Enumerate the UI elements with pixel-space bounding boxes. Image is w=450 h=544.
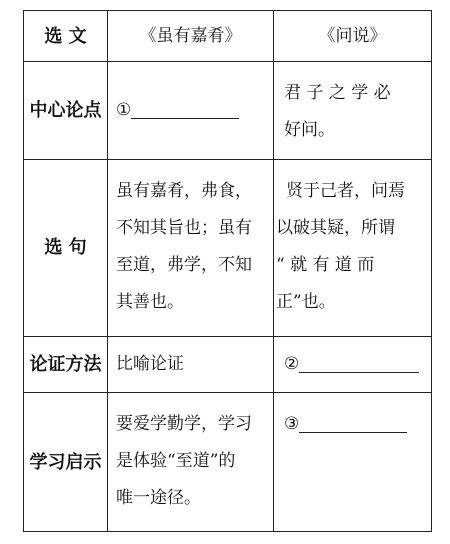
rule [107, 10, 108, 532]
thesis-text2-line2: 好问。 [284, 120, 335, 140]
answer-marker-1: ① [116, 100, 132, 120]
answer-marker-2: ② [284, 354, 300, 374]
quote-text2-line1: 贤于己者，问焉 [286, 181, 405, 201]
thesis-answer-1 [116, 92, 271, 129]
insight-answer-3 [284, 406, 430, 443]
method-text1: 比喻论证 [116, 354, 184, 374]
quote-text1-line1: 虽有嘉肴，弗食， [116, 181, 252, 201]
insight-text1-line3: 唯一途径。 [116, 488, 201, 508]
insight-text1-line2: 是体验“至道”的 [116, 451, 236, 471]
answer-marker-3: ③ [284, 414, 300, 434]
row-label-thesis: 中心论点 [29, 100, 102, 121]
rule [23, 392, 432, 393]
quote-text2-line2: 以破其疑，所谓 [276, 218, 395, 238]
method-answer-2 [284, 346, 430, 383]
quote-text1-line4: 其善也。 [116, 292, 184, 312]
rule [23, 531, 432, 532]
quote-text1-line3: 至道，弗学，不知 [116, 255, 252, 275]
answer-blank-2[interactable] [299, 352, 419, 373]
row-label-method: 论证方法 [29, 354, 102, 375]
header-col-text2: 《问说》 [318, 26, 387, 46]
rule [23, 159, 432, 160]
header-col-text1: 《虽有嘉肴》 [139, 26, 242, 46]
row-label-quotes: 选 句 [44, 237, 87, 258]
rule [23, 61, 432, 62]
rule [431, 10, 432, 532]
thesis-text2-line1: 君 子 之 学 必 [284, 83, 391, 103]
answer-blank-3[interactable] [299, 412, 407, 433]
rule [23, 336, 432, 337]
insight-text1-line1: 要爱学勤学，学习 [116, 414, 252, 434]
quote-text2-line3: “ 就 有 道 而 [276, 255, 375, 275]
row-label-insight: 学习启示 [29, 452, 102, 473]
rule [23, 10, 432, 11]
quote-text2-line4: 正”也。 [276, 292, 336, 312]
header-col-selection: 选 文 [44, 26, 87, 47]
quote-text1-line2: 不知其旨也；虽有 [116, 218, 252, 238]
answer-blank-1[interactable] [131, 98, 239, 119]
